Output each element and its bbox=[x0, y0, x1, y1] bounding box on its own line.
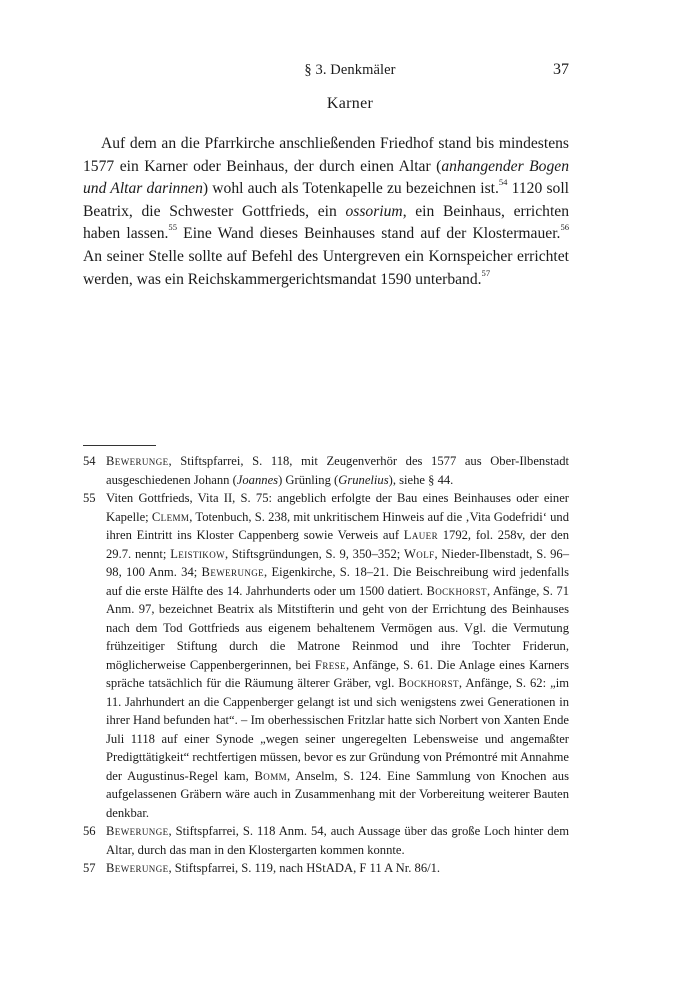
body-text: ) wohl auch als Totenkapelle zu bezeichnen ist. bbox=[202, 180, 499, 198]
body-quote: anhangender Bogen und Altar darinnen bbox=[83, 157, 569, 198]
footnote-text: , Stiftspfarrei, S. 119, nach HStADA, F 11 A Nr. 86/1. bbox=[168, 861, 441, 875]
footnote-text: , Nieder-Ilbenstadt, S. 96–98, 100 Anm. 34; bbox=[106, 546, 570, 579]
footnote-number: 54 bbox=[83, 454, 96, 468]
author-name: Bewerunge bbox=[201, 565, 265, 579]
page-number: 37 bbox=[553, 61, 569, 78]
footnote-number: 55 bbox=[83, 491, 96, 505]
author-name: Lauer bbox=[403, 528, 438, 542]
body-text: Auf dem an die Pfarrkirche anschließenden Friedhof stand bis mindestens 1577 ein Karner oder Beinhaus, der durch einen Altar ( bbox=[83, 135, 569, 175]
section-title: Karner bbox=[326, 95, 374, 112]
running-head bbox=[0, 62, 700, 82]
running-head-section: § 3. Denkmäler bbox=[304, 62, 396, 78]
footnote-text: , Anfänge, S. 71 Anm. 97, bezeichnet Beatrix als Mitstifterin und geht von der Errichtung des Beinhauses nach dem Tod Gottfrieds aus eigenem behaltenem Vermögen aus. Vgl. die Vermutung frühzeitiger Stiftung durch die Matrone Reinmod und ihre Tochter Friderun, möglicherweise Cappenbergerinnen, bei bbox=[106, 583, 569, 672]
footnote-text: , Anfänge, S. 61. Die Anlage eines Karners spräche tatsächlich für die Räumung älterer Gräber, vgl. bbox=[106, 657, 569, 690]
author-name: Bewerunge bbox=[106, 861, 169, 875]
author-name: Wolf bbox=[404, 546, 435, 561]
author-name: Bewerunge bbox=[106, 454, 169, 468]
author-name: Clemm bbox=[151, 509, 190, 524]
footnote-text: ) Grünling ( bbox=[278, 472, 339, 487]
footnote-number: 57 bbox=[83, 861, 96, 875]
body-text: , ein Beinhaus, errichten haben lassen. bbox=[83, 202, 569, 243]
footnote-text: , Eigenkirche, S. 18–21. Die Beischreibung wird jedenfalls auf die erste Hälfte des 14. Jahrhunderts oder um 1500 datiert. bbox=[106, 565, 569, 598]
author-name: Leistikow bbox=[170, 546, 225, 561]
body-paragraph bbox=[83, 133, 569, 291]
author-name: Bomm bbox=[254, 768, 288, 783]
body-text: An seiner Stelle sollte auf Befehl des Untergreven ein Kornspeicher errichtet werden, was ein Reichskammergerichtsmandat 1590 unterband. bbox=[83, 247, 569, 288]
footnote-italic: Joannes bbox=[236, 472, 279, 487]
footnote-text: , Stiftsgründungen, S. 9, 350–352; bbox=[224, 546, 405, 561]
author-name: Bewerunge bbox=[106, 824, 169, 838]
footnote-56 bbox=[83, 822, 569, 859]
footnote-text: , Anselm, S. 124. Eine Sammlung von Knochen aus aufgelassenen Gräbern wäre auch in Zusammenhang mit der Vorbereitung weiterer Bauten denkbar. bbox=[106, 768, 570, 820]
footnote-55 bbox=[83, 489, 569, 822]
footnote-number: 56 bbox=[83, 824, 96, 838]
footnote-text: , Stiftspfarrei, S. 118 Anm. 54, auch Aussage über das große Loch hinter dem Altar, durch das man in den Klostergarten kommen konnte. bbox=[106, 824, 569, 857]
footnote-separator bbox=[83, 445, 156, 446]
footnote-text: , Stiftspfarrei, S. 118, mit Zeugenverhör des 1577 aus Ober-Ilbenstadt ausgeschiedenen Johann ( bbox=[106, 454, 569, 487]
footnote-ref-57[interactable]: 57 bbox=[481, 267, 491, 278]
author-name: Bockhorst bbox=[398, 676, 459, 690]
author-name: Bockhorst bbox=[426, 583, 487, 598]
footnote-57 bbox=[83, 859, 569, 878]
footnote-text: ), siehe § 44. bbox=[388, 472, 454, 487]
footnote-text: , Anfänge, S. 62: „im 11. Jahrhundert an die Cappenberger gelangt ist und sich wenigstens zwei Generationen in ihrer Hand befunden hat“. – Im oberhessischen Fritzlar hatte sich Norbert von Xanten Ende Juli 1118 auf einer Synode „wegen seiner ungeregelten Lebensweise und angemaßter Predigttätigkeit“ rechtfertigen müssen, bevor es zur Gründung von Prémontré mit Annahme der Augustinus-Regel kam, bbox=[106, 676, 569, 783]
body-text: Eine Wand dieses Beinhauses stand auf der Klostermauer. bbox=[177, 225, 561, 243]
body-text: 1120 soll Beatrix, die Schwester Gottfrieds, ein bbox=[83, 180, 569, 220]
body-term: ossorium bbox=[345, 202, 403, 220]
footnote-ref-56[interactable]: 56 bbox=[560, 222, 570, 233]
author-name: Frese bbox=[314, 657, 346, 672]
footnote-text: Viten Gottfrieds, Vita II, S. 75: angeblich erfolgte der Bau eines Beinhauses oder einer Kapelle; bbox=[106, 491, 569, 524]
footnote-text: , Totenbuch, S. 238, mit unkritischem Hinweis auf die ‚Vita Godefridi‘ und ihren Eintritt ins Kloster Cappenberg sowie Verweis auf bbox=[106, 509, 569, 542]
footnotes bbox=[83, 452, 569, 878]
footnote-ref-55[interactable]: 55 bbox=[168, 222, 177, 233]
footnote-54 bbox=[83, 452, 569, 489]
footnote-text: 1792, fol. 258v, der den 29.7. nennt; bbox=[106, 528, 570, 561]
footnote-ref-54[interactable]: 54 bbox=[498, 177, 508, 188]
footnote-italic: Grunelius bbox=[338, 472, 389, 487]
